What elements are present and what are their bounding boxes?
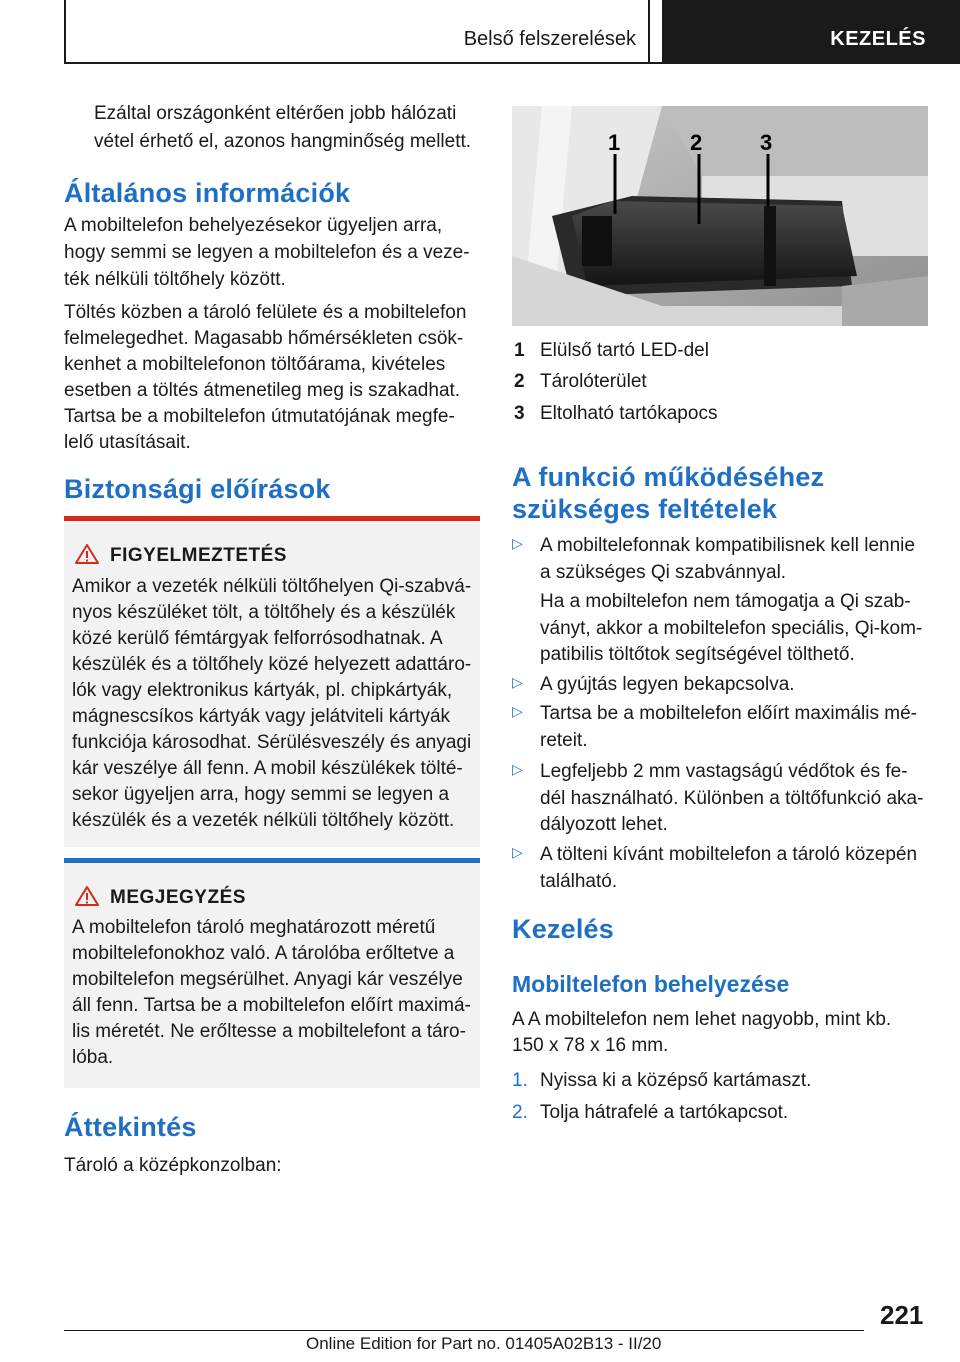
note-line: mobiltelefon megsérülhet. Anyagi kár veszélye bbox=[72, 969, 463, 990]
step-text: Nyissa ki a középső kartámaszt. bbox=[540, 1070, 812, 1091]
requirement-line: dél használható. Különben a töltőfunkció aka- bbox=[540, 787, 924, 809]
note-title: MEGJEGYZÉS bbox=[110, 887, 246, 908]
note-line: A mobiltelefon tároló meghatározott méretű bbox=[72, 917, 436, 938]
requirement-item bbox=[512, 759, 932, 839]
general-p1-line: A mobiltelefon behelyezésekor ügyeljen arra, bbox=[64, 215, 443, 236]
requirement-line: ványt, akkor a mobiltelefon speciális, Qi-kom- bbox=[540, 617, 923, 639]
general-p2-line: kenhet a mobiltelefonon töltőárama, kivételes bbox=[64, 354, 446, 375]
warning-line: készülék és a töltőhely közé helyezett adattáro- bbox=[72, 654, 472, 675]
footer bbox=[0, 1334, 960, 1362]
safety-heading: Biztonsági előírások bbox=[64, 474, 331, 504]
header-section bbox=[66, 0, 648, 64]
warning-box bbox=[64, 521, 480, 847]
requirement-line: dályozott lehet. bbox=[540, 814, 668, 835]
bullet-triangle-icon: ▷ bbox=[512, 674, 523, 690]
general-p2-line: Tartsa be a mobiltelefon útmutatójának megfe- bbox=[64, 406, 455, 427]
legend-number: 3 bbox=[514, 403, 525, 424]
step-number: 2. bbox=[512, 1102, 528, 1123]
general-p2-line: Töltés közben a tároló felülete és a mobiltelefon bbox=[64, 302, 467, 323]
bullet-triangle-icon: ▷ bbox=[512, 844, 523, 860]
requirement-item bbox=[512, 672, 932, 700]
intro-line-1: Ezáltal országonként eltérően jobb hálózati bbox=[94, 103, 457, 124]
requirement-line: Ha a mobiltelefon nem támogatja a Qi szab- bbox=[540, 591, 911, 612]
warning-line: közé kerülő fémtárgyak felforrósodhatnak. A bbox=[72, 628, 443, 649]
insert-text-line: 150 x 78 x 16 mm. bbox=[512, 1035, 669, 1056]
general-p2-line: felmelegedhet. Magasabb hőmérsékleten csök- bbox=[64, 328, 464, 349]
header-rule-bottom bbox=[64, 62, 960, 64]
requirement-item bbox=[512, 533, 932, 587]
requirement-item bbox=[512, 701, 932, 755]
warning-title: FIGYELMEZTETÉS bbox=[110, 545, 287, 566]
bullet-triangle-icon: ▷ bbox=[512, 703, 523, 719]
bullet-triangle-icon: ▷ bbox=[512, 535, 523, 551]
note-triangle-icon bbox=[74, 885, 100, 907]
legend-label: Tárolóterület bbox=[540, 371, 647, 392]
header-chapter-title: KEZELÉS bbox=[830, 28, 926, 50]
bullet-triangle-icon: ▷ bbox=[512, 761, 523, 777]
legend-number: 1 bbox=[514, 340, 525, 361]
overview-text: Tároló a középkonzolban: bbox=[64, 1155, 282, 1176]
requirement-subnote bbox=[512, 589, 932, 669]
storage-tray-illustration bbox=[512, 106, 928, 326]
general-p2-line: lelő utasításait. bbox=[64, 432, 191, 453]
legend-item bbox=[512, 371, 932, 401]
insert-heading: Mobiltelefon behelyezése bbox=[512, 971, 790, 997]
warning-line: mágnescsíkos kártyák vagy jelátviteli kártyák bbox=[72, 706, 451, 727]
warning-line: Amikor a vezeték nélküli töltőhelyen Qi-szabvá- bbox=[72, 576, 472, 597]
legend-item bbox=[512, 403, 932, 433]
requirement-line: a szükséges Qi szabvánnyal. bbox=[540, 561, 787, 583]
header-rule-middle bbox=[648, 0, 650, 64]
warning-line: lók vagy elektronikus kártyák, pl. chipkártyák, bbox=[72, 680, 453, 701]
operation-heading: Kezelés bbox=[512, 914, 614, 944]
photo-callout-1: 1 bbox=[608, 130, 621, 155]
footer-edition-text: Online Edition for Part no. 01405A02B13 - II/20 bbox=[306, 1334, 662, 1353]
note-line: áll fenn. Tartsa be a mobiltelefon előírt maximá- bbox=[72, 995, 471, 1016]
warning-line: kár veszélye áll fenn. A mobil készülékek tölté- bbox=[72, 758, 463, 779]
legend-number: 2 bbox=[514, 371, 525, 392]
insert-text-line: A A mobiltelefon nem lehet nagyobb, mint kb. bbox=[512, 1009, 892, 1030]
warning-line: készülék és a vezeték nélküli töltőhely között. bbox=[72, 810, 455, 831]
intro-line-2: vétel érhető el, azonos hangminőség mellett. bbox=[94, 131, 472, 152]
step-text: Tolja hátrafelé a tartókapcsot. bbox=[540, 1102, 789, 1123]
photo-callout-2: 2 bbox=[690, 130, 703, 155]
requirement-line: található. bbox=[540, 870, 618, 892]
note-line: lóba. bbox=[72, 1047, 114, 1068]
general-heading: Általános információk bbox=[64, 178, 351, 208]
legend-item bbox=[512, 340, 932, 370]
requirement-line: reteit. bbox=[540, 729, 588, 751]
general-p1-line: hogy semmi se legyen a mobiltelefon és a veze- bbox=[64, 242, 470, 263]
requirements-heading-line-2: szükséges feltételek bbox=[512, 494, 778, 524]
header-section-title: Belső felszerelések bbox=[463, 28, 636, 50]
requirements-heading-line-1: A funkció működéséhez bbox=[512, 462, 825, 492]
note-line: mobiltelefonokhoz való. A tárolóba erőltetve a bbox=[72, 943, 455, 964]
footer-rule bbox=[64, 1330, 864, 1331]
storage-tray-photo bbox=[512, 106, 928, 326]
requirement-line: A mobiltelefonnak kompatibilisnek kell lennie bbox=[540, 535, 915, 556]
overview-heading: Áttekintés bbox=[64, 1112, 197, 1142]
step-item bbox=[512, 1102, 932, 1132]
warning-line: funkciója károsodhat. Sérülésveszély és anyagi bbox=[72, 732, 472, 753]
legend-label: Elülső tartó LED-del bbox=[540, 340, 709, 361]
note-box bbox=[64, 863, 480, 1088]
warning-line: nyos készüléket tölt, a töltőhely és a készülék bbox=[72, 602, 456, 623]
general-p2-line: esetben a töltés átmenetileg meg is szakadhat. bbox=[64, 380, 461, 401]
note-line: lis méretét. Ne erőltesse a mobiltelefont a táro- bbox=[72, 1021, 466, 1042]
warning-triangle-icon bbox=[74, 543, 100, 565]
header-chapter-tab bbox=[662, 0, 960, 64]
requirement-line: Legfeljebb 2 mm vastagságú védőtok és fe- bbox=[540, 761, 908, 782]
requirement-line: A tölteni kívánt mobiltelefon a tároló közepén bbox=[540, 844, 918, 865]
warning-line: sekor ügyeljen arra, hogy semmi se legyen a bbox=[72, 784, 450, 805]
step-number: 1. bbox=[512, 1070, 528, 1091]
step-item bbox=[512, 1070, 932, 1100]
requirement-item bbox=[512, 842, 932, 896]
general-p1-line: ték nélküli töltőhely között. bbox=[64, 269, 286, 290]
photo-callout-3: 3 bbox=[760, 130, 773, 155]
requirement-line: A gyújtás legyen bekapcsolva. bbox=[540, 674, 795, 695]
requirement-line: patibilis töltőtok segítségével tölthető. bbox=[540, 644, 855, 665]
legend-label: Eltolható tartókapocs bbox=[540, 403, 718, 424]
page-number: 221 bbox=[880, 1300, 924, 1330]
requirement-line: Tartsa be a mobiltelefon előírt maximális mé- bbox=[540, 703, 917, 724]
